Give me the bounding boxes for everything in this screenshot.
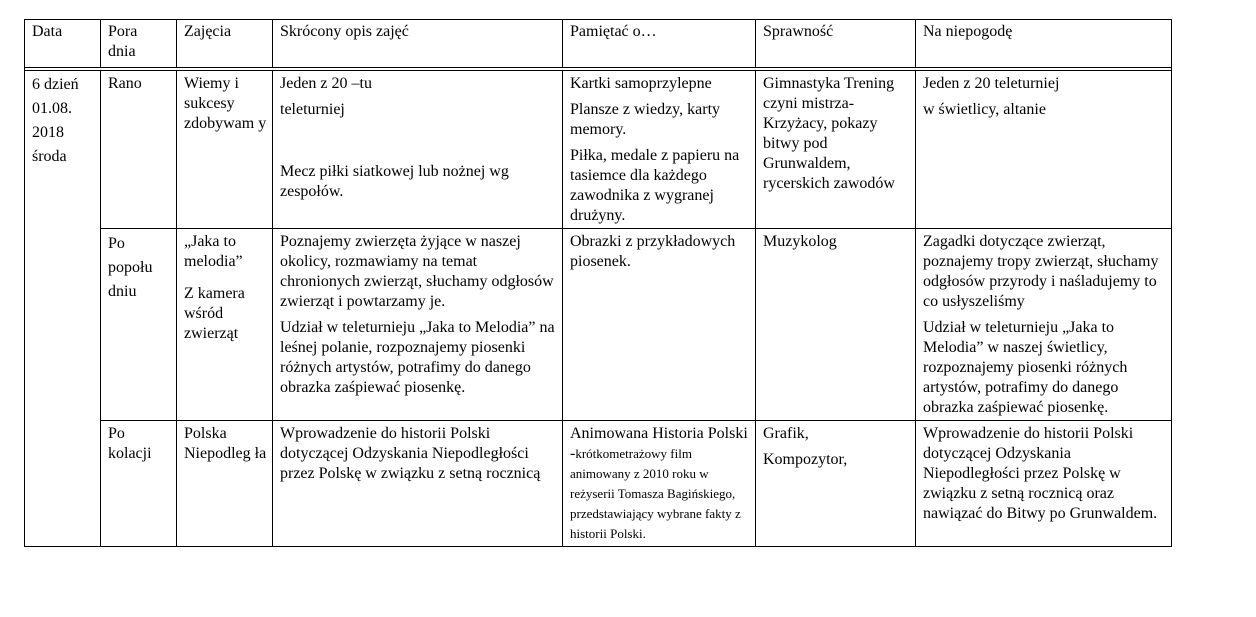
day-label: 6 dzień	[32, 76, 79, 93]
skill: Grafik, Kompozytor,	[756, 421, 916, 547]
weekday: środa	[32, 148, 67, 165]
schedule-table	[24, 19, 1172, 547]
date-cell	[25, 71, 101, 547]
activity: Wiemy i sukcesy zdobywam y	[177, 71, 273, 229]
remember: Animowana Historia Polski -krótkometrażowy film animowany z 2010 roku w reżyserii Tomasza Bagińskiego, przedstawiający wybrane fakty z historii Polski.	[563, 421, 756, 547]
header-opis: Skrócony opis zajęć	[273, 20, 563, 68]
description: Jeden z 20 –tu teleturniej Mecz piłki siatkowej lub nożnej wg zespołów.	[273, 71, 563, 229]
header-niepogoda: Na niepogodę	[916, 20, 1172, 68]
table-row	[25, 229, 1172, 421]
bad-weather: Zagadki dotyczące zwierząt, poznajemy tropy zwierząt, słuchamy odgłosów przyrody i naśladujemy to co usłyszeliśmy Udział w teleturnieju „Jaka to Melodia” w naszej świetlicy, rozpoznajemy piosenki różnych artystów, potrafimy do danego obrazka zaśpiewać piosenkę.	[916, 229, 1172, 421]
activity: Polska Niepodleg ła	[177, 421, 273, 547]
description: Wprowadzenie do historii Polski dotyczącej Odzyskania Niepodległości przez Polskę w związku z setną rocznicą	[273, 421, 563, 547]
time-of-day: Po popołu dniu	[101, 229, 177, 421]
time-of-day: Rano	[101, 71, 177, 229]
table-row	[25, 71, 1172, 229]
date-day-month: 01.08.	[32, 100, 72, 117]
skill: Gimnastyka Trening czyni mistrza- Krzyżacy, pokazy bitwy pod Grunwaldem, rycerskich zawodów	[756, 71, 916, 229]
bad-weather: Jeden z 20 teleturniej w świetlicy, altanie	[916, 71, 1172, 229]
header-pamietac: Pamiętać o…	[563, 20, 756, 68]
header-data: Data	[25, 20, 101, 68]
header-row	[25, 20, 1172, 68]
remember: Obrazki z przykładowych piosenek.	[563, 229, 756, 421]
activity: „Jaka to melodia” Z kamera wśród zwierząt	[177, 229, 273, 421]
header-zajecia: Zajęcia	[177, 20, 273, 68]
header-pora-dnia: Pora dnia	[101, 20, 177, 68]
bad-weather: Wprowadzenie do historii Polski dotyczącej Odzyskania Niepodległości przez Polskę w związku z setną rocznicą oraz nawiązać do Bitwy po Grunwaldem.	[916, 421, 1172, 547]
description: Poznajemy zwierzęta żyjące w naszej okolicy, rozmawiamy na temat chronionych zwierząt, słuchamy odgłosów zwierząt i powtarzamy je. Udział w teleturnieju „Jaka to Melodia” na leśnej polanie, rozpoznajemy piosenki różnych artystów, potrafimy do danego obrazka zaśpiewać piosenkę.	[273, 229, 563, 421]
remember: Kartki samoprzylepne Plansze z wiedzy, karty memory. Piłka, medale z papieru na tasiemce dla każdego zawodnika z wygranej drużyny.	[563, 71, 756, 229]
table-row	[25, 421, 1172, 547]
date-year: 2018	[32, 124, 64, 141]
time-of-day: Po kolacji	[101, 421, 177, 547]
skill: Muzykolog	[756, 229, 916, 421]
header-sprawnosc: Sprawność	[756, 20, 916, 68]
